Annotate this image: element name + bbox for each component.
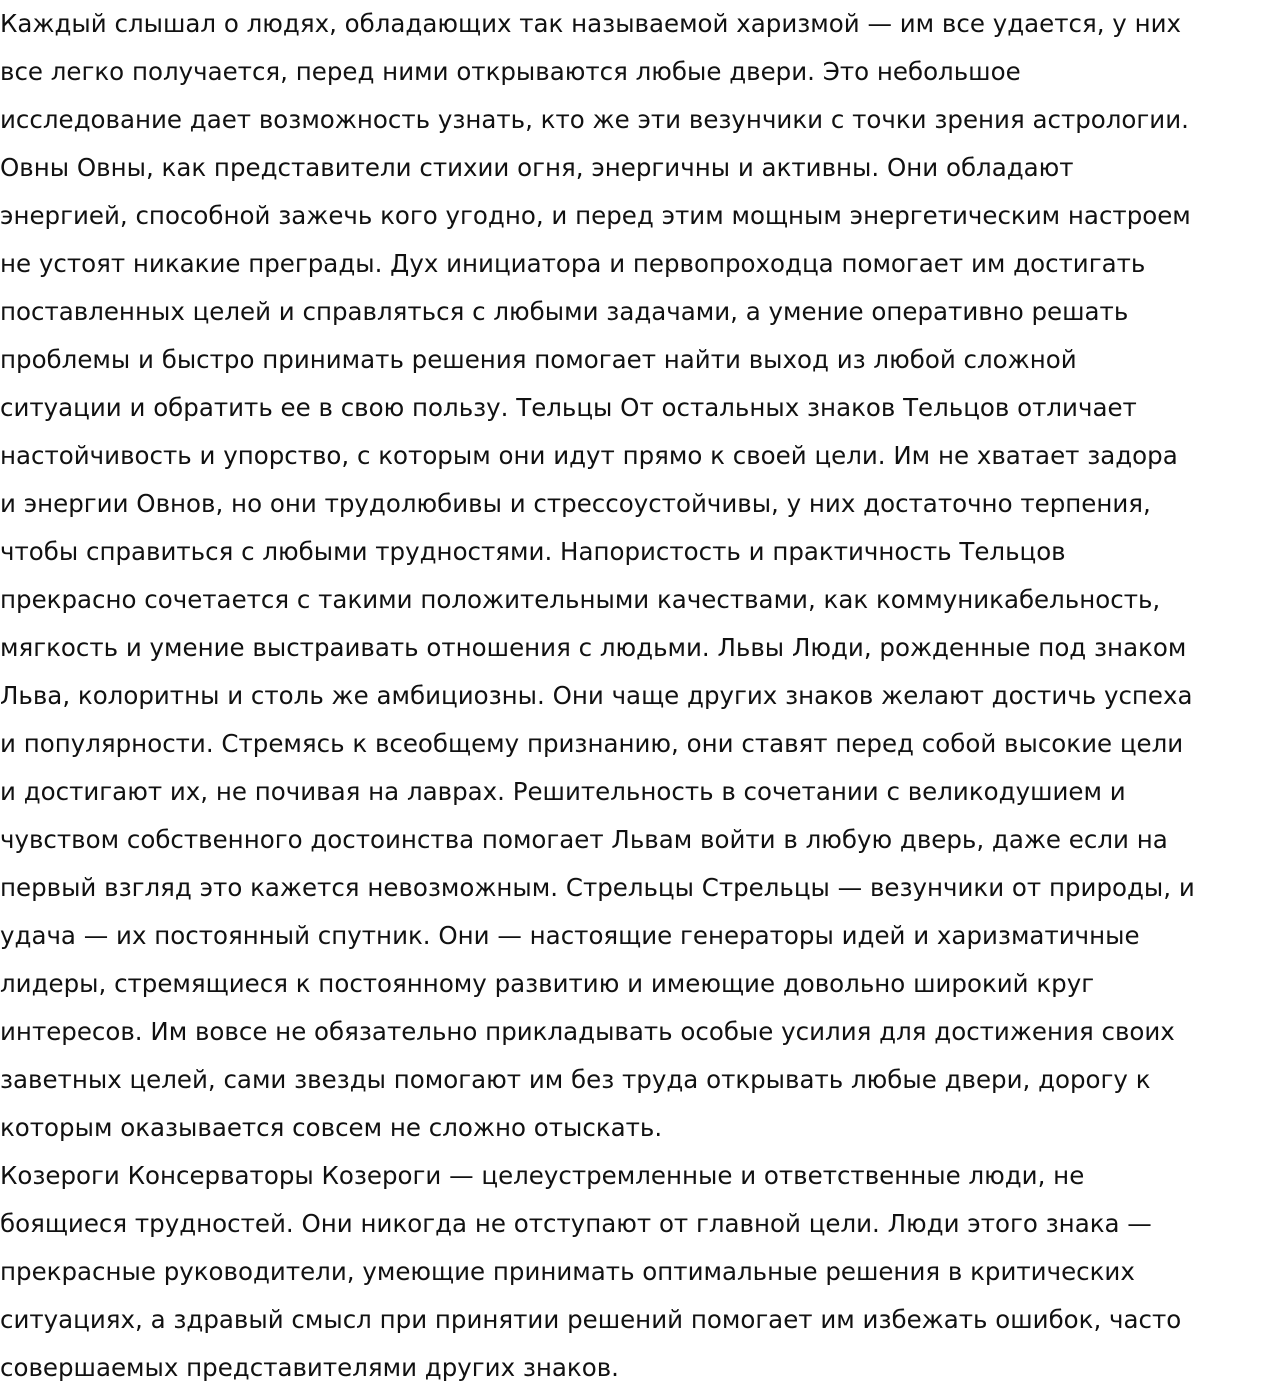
text-line: ситуациях, а здравый смысл при принятии решений помогает им избежать ошибок, часто (0, 1305, 1182, 1334)
text-line: заветных целей, сами звезды помогают им без труда открывать любые двери, дорогу к (0, 1065, 1151, 1094)
text-line: боящиеся трудностей. Они никогда не отступают от главной цели. Люди этого знака — (0, 1209, 1152, 1238)
text-line: не устоят никакие преграды. Дух инициатора и первопроходца помогает им достигать (0, 249, 1146, 278)
text-line: Льва, колоритны и столь же амбициозны. Они чаще других знаков желают достичь успеха (0, 681, 1193, 710)
text-line: и энергии Овнов, но они трудолюбивы и стрессоустойчивы, у них достаточно терпения, (0, 489, 1151, 518)
text-line: Каждый слышал о людях, обладающих так называемой харизмой — им все удается, у них (0, 9, 1182, 38)
text-line: которым оказывается совсем не сложно отыскать. (0, 1113, 663, 1142)
text-line: Козероги Консерваторы Козероги — целеустремленные и ответственные люди, не (0, 1161, 1085, 1190)
text-line: мягкость и умение выстраивать отношения с людьми. Львы Люди, рожденные под знаком (0, 633, 1187, 662)
text-line: Овны Овны, как представители стихии огня, энергичны и активны. Они обладают (0, 153, 1074, 182)
text-line: совершаемых представителями других знаков. (0, 1353, 619, 1382)
text-line: и популярности. Стремясь к всеобщему признанию, они ставят перед собой высокие цели (0, 729, 1184, 758)
paragraph-2 (0, 1152, 1270, 1392)
text-line: лидеры, стремящиеся к постоянному развитию и имеющие довольно широкий круг (0, 969, 1095, 998)
text-line: первый взгляд это кажется невозможным. Стрельцы Стрельцы — везунчики от природы, и (0, 873, 1195, 902)
text-line: прекрасно сочетается с такими положительными качествами, как коммуникабельность, (0, 585, 1161, 614)
text-line: поставленных целей и справляться с любыми задачами, а умение оперативно решать (0, 297, 1129, 326)
text-line: чувством собственного достоинства помогает Львам войти в любую дверь, даже если на (0, 825, 1168, 854)
text-line: исследование дает возможность узнать, кто же эти везунчики с точки зрения астрологии. (0, 105, 1189, 134)
text-line: проблемы и быстро принимать решения помогает найти выход из любой сложной (0, 345, 1077, 374)
text-line: удача — их постоянный спутник. Они — настоящие генераторы идей и харизматичные (0, 921, 1140, 950)
text-line: и достигают их, не почивая на лаврах. Решительность в сочетании с великодушием и (0, 777, 1126, 806)
text-line: прекрасные руководители, умеющие принимать оптимальные решения в критических (0, 1257, 1135, 1286)
text-line: интересов. Им вовсе не обязательно прикладывать особые усилия для достижения своих (0, 1017, 1175, 1046)
text-line: ситуации и обратить ее в свою пользу. Тельцы От остальных знаков Тельцов отличает (0, 393, 1137, 422)
text-line: чтобы справиться с любыми трудностями. Напористость и практичность Тельцов (0, 537, 1066, 566)
text-line: энергией, способной зажечь кого угодно, и перед этим мощным энергетическим настроем (0, 201, 1191, 230)
text-line: настойчивость и упорство, с которым они идут прямо к своей цели. Им не хватает задора (0, 441, 1178, 470)
text-line: все легко получается, перед ними открываются любые двери. Это небольшое (0, 57, 1021, 86)
